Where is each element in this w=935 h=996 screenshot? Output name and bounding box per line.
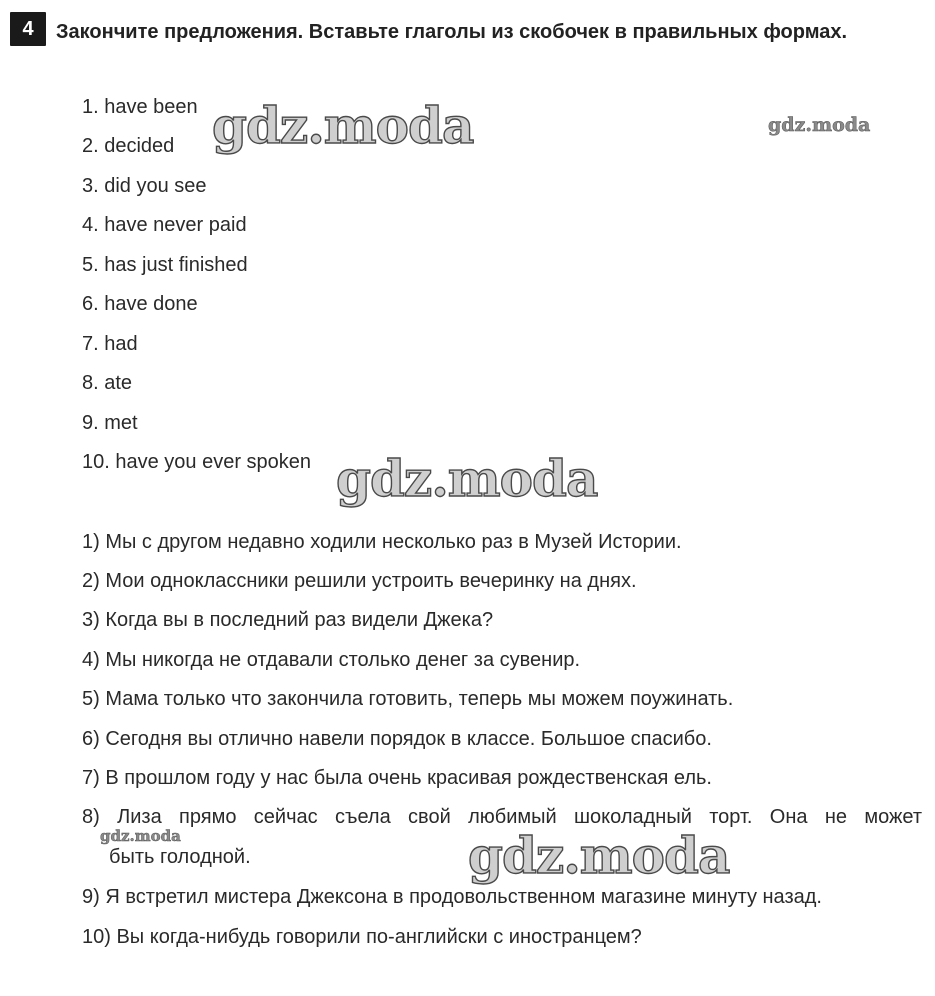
answer-item-5: 5. has just finished [82, 254, 248, 276]
answer-item-3: 3. did you see [82, 175, 207, 197]
answer-item-9: 9. met [82, 412, 138, 434]
answer-item-1: 1. have been [82, 96, 198, 118]
translation-item-10: 10) Вы когда-нибудь говорили по-английски с иностранцем? [82, 926, 642, 948]
watermark-logo: gdz.moda [336, 449, 598, 508]
watermark-logo: gdz.moda [468, 826, 730, 885]
watermark-logo: gdz.moda [212, 96, 474, 155]
watermark-logo: gdz.moda [100, 827, 181, 845]
answer-item-4: 4. have never paid [82, 214, 247, 236]
translation-item-1: 1) Мы с другом недавно ходили несколько раз в Музей Истории. [82, 531, 682, 553]
translation-item-7: 7) В прошлом году у нас была очень красивая рождественская ель. [82, 767, 712, 789]
translation-item-8-line-1: 8) Лиза прямо сейчас съела свой любимый шоколадный торт. Она не может [82, 806, 922, 828]
answer-item-10: 10. have you ever spoken [82, 451, 312, 473]
answer-item-6: 6. have done [82, 293, 198, 315]
translation-item-6: 6) Сегодня вы отлично навели порядок в классе. Большое спасибо. [82, 728, 712, 750]
translation-item-8-line-2: быть голодной. [109, 846, 251, 868]
translation-item-9: 9) Я встретил мистера Джексона в продовольственном магазине минуту назад. [82, 886, 822, 908]
translation-item-5: 5) Мама только что закончила готовить, теперь мы можем поужинать. [82, 688, 734, 710]
answer-item-7: 7. had [82, 333, 138, 355]
answer-item-8: 8. ate [82, 372, 133, 394]
watermark-logo: gdz.moda [768, 114, 871, 136]
translation-item-3: 3) Когда вы в последний раз видели Джека? [82, 609, 494, 631]
translation-item-4: 4) Мы никогда не отдавали столько денег за сувенир. [82, 649, 581, 671]
translation-item-2: 2) Мои одноклассники решили устроить вечеринку на днях. [82, 570, 637, 592]
translation-item-8 [82, 797, 922, 877]
answer-item-2: 2. decided [82, 135, 175, 157]
task-number-badge: 4 [10, 12, 46, 46]
task-title: Закончите предложения. Вставьте глаголы из скобочек в правильных формах. [56, 21, 848, 43]
